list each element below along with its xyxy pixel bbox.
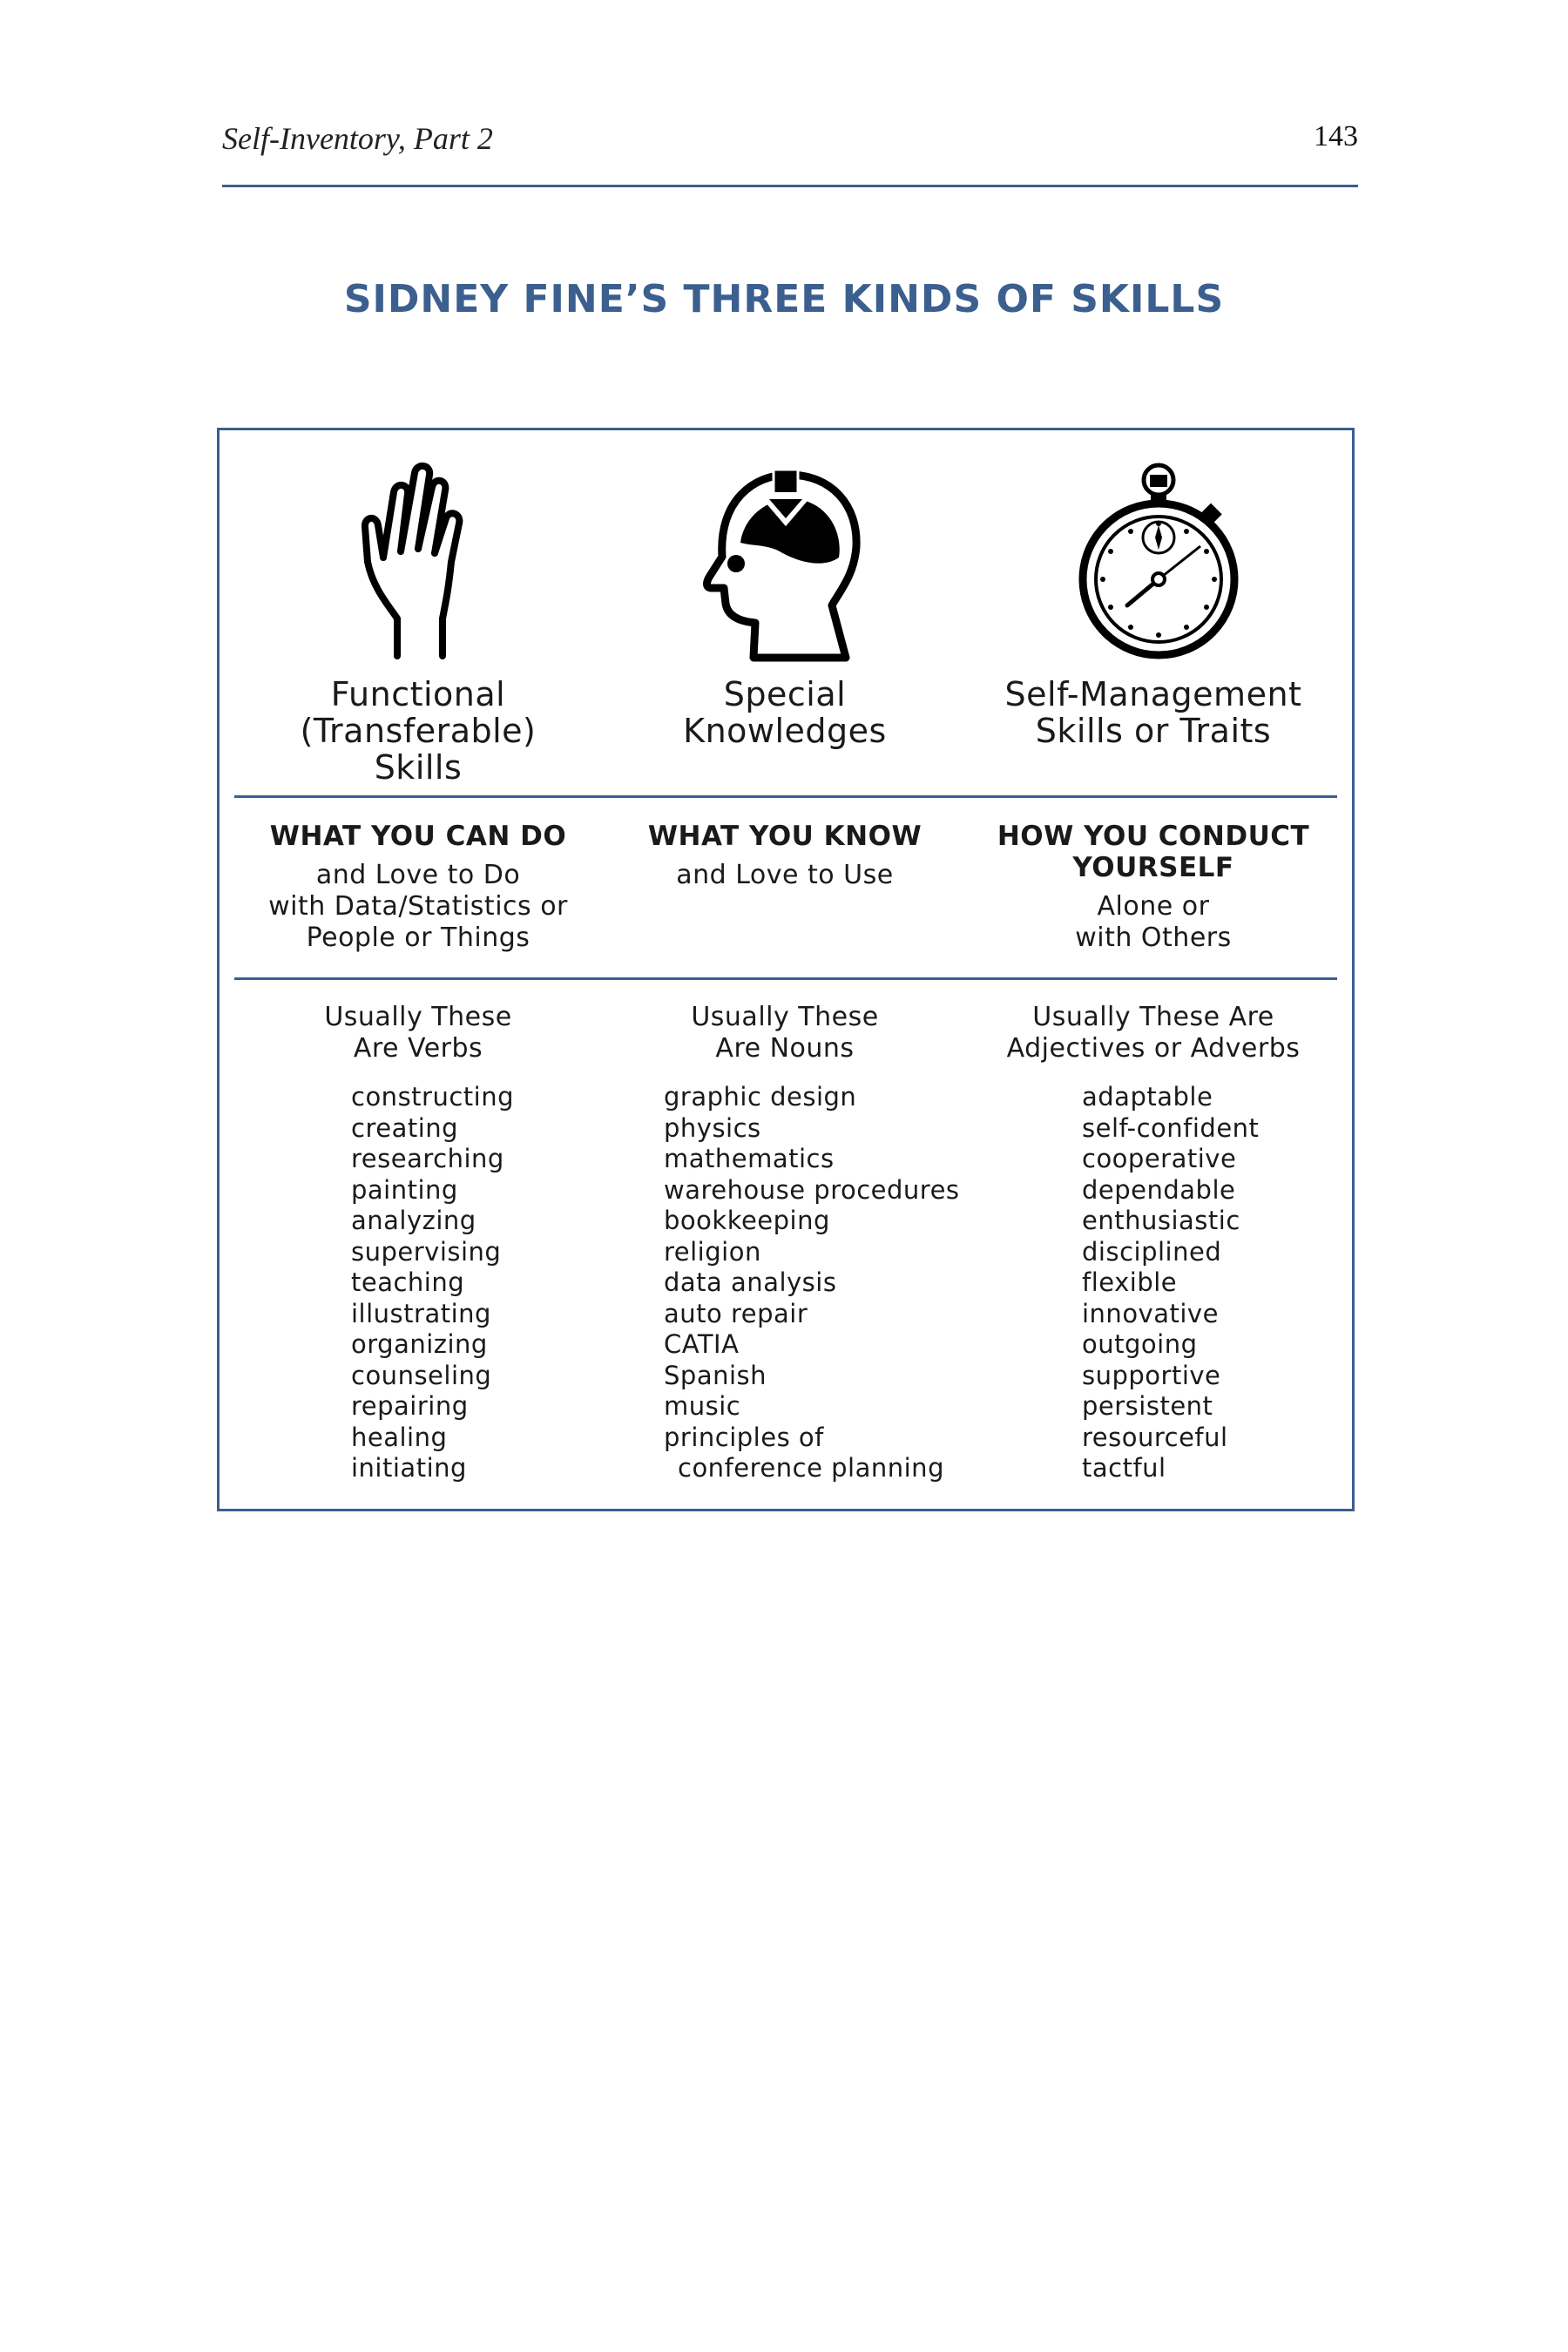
list-item: CATIA bbox=[664, 1329, 740, 1359]
column-subtitle-special-knowledges: and Love to Use bbox=[676, 860, 894, 890]
list-item: supervising bbox=[351, 1236, 502, 1267]
column-heading-special-knowledges: Special Knowledges bbox=[683, 675, 887, 750]
header-rule bbox=[222, 185, 1358, 187]
list-item: resourceful bbox=[1082, 1422, 1228, 1452]
list-item: physics bbox=[664, 1112, 761, 1143]
column-heading-functional: Functional (Transferable) Skills bbox=[300, 675, 537, 787]
column-subtitle-self-management: Alone or with Others bbox=[1075, 891, 1232, 953]
column-subtitle-functional: and Love to Do with Data/Statistics or People or Things bbox=[268, 860, 568, 953]
head-download-icon bbox=[693, 466, 867, 662]
list-item: auto repair bbox=[664, 1298, 808, 1328]
list-item: repairing bbox=[351, 1391, 469, 1421]
list-item: illustrating bbox=[351, 1298, 491, 1328]
stopwatch-icon bbox=[1071, 457, 1246, 662]
list-item: adaptable bbox=[1082, 1082, 1213, 1112]
list-item: data analysis bbox=[664, 1267, 837, 1297]
list-item: religion bbox=[664, 1236, 761, 1267]
column-usually-self-management: Usually These Are Adjectives or Adverbs bbox=[1006, 1002, 1301, 1064]
list-item: constructing bbox=[351, 1082, 515, 1112]
noun-list bbox=[664, 1082, 960, 1484]
table-divider-top bbox=[234, 795, 1337, 798]
list-item: warehouse procedures bbox=[664, 1174, 960, 1205]
column-usually-special-knowledges: Usually These Are Nouns bbox=[691, 1002, 879, 1064]
list-item: initiating bbox=[351, 1453, 467, 1483]
list-item: mathematics bbox=[664, 1144, 835, 1173]
list-item: Spanish bbox=[664, 1360, 767, 1390]
list-item: conference planning bbox=[678, 1453, 944, 1483]
verb-list bbox=[351, 1082, 514, 1484]
list-item: creating bbox=[351, 1112, 459, 1143]
list-item: counseling bbox=[351, 1360, 492, 1390]
list-item: disciplined bbox=[1082, 1236, 1222, 1267]
list-item: bookkeeping bbox=[664, 1206, 830, 1235]
list-item: painting bbox=[351, 1174, 458, 1205]
page-title: SIDNEY FINE’S THREE KINDS OF SKILLS bbox=[343, 277, 1225, 321]
list-item: persistent bbox=[1082, 1391, 1213, 1421]
running-head: Self-Inventory, Part 2 bbox=[222, 121, 493, 156]
raised-hand-icon bbox=[348, 457, 488, 662]
list-item: self-confident bbox=[1082, 1112, 1260, 1143]
list-item: cooperative bbox=[1082, 1144, 1237, 1173]
list-item: graphic design bbox=[664, 1082, 857, 1112]
list-item: principles of bbox=[664, 1422, 824, 1452]
column-usually-functional: Usually These Are Verbs bbox=[324, 1002, 512, 1064]
list-item: outgoing bbox=[1082, 1329, 1198, 1359]
list-item: innovative bbox=[1082, 1298, 1219, 1328]
list-item: tactful bbox=[1082, 1453, 1166, 1483]
list-item: organizing bbox=[351, 1329, 488, 1359]
list-item: supportive bbox=[1082, 1360, 1221, 1390]
list-item: enthusiastic bbox=[1082, 1206, 1240, 1235]
list-item: flexible bbox=[1082, 1267, 1178, 1297]
column-caps-special-knowledges: WHAT YOU KNOW bbox=[647, 821, 923, 852]
adjective-list bbox=[1082, 1082, 1259, 1484]
column-caps-functional: WHAT YOU CAN DO bbox=[269, 821, 567, 852]
column-caps-self-management: HOW YOU CONDUCT YOURSELF bbox=[997, 821, 1310, 883]
list-item: dependable bbox=[1082, 1174, 1236, 1205]
page-number: 143 bbox=[1314, 120, 1358, 152]
column-heading-self-management: Self-Management Skills or Traits bbox=[1004, 675, 1302, 750]
list-item: healing bbox=[351, 1422, 448, 1452]
list-item: teaching bbox=[351, 1267, 465, 1297]
list-item: music bbox=[664, 1391, 741, 1421]
list-item: analyzing bbox=[351, 1206, 476, 1235]
table-divider-bottom bbox=[234, 977, 1337, 980]
list-item: researching bbox=[351, 1144, 504, 1173]
